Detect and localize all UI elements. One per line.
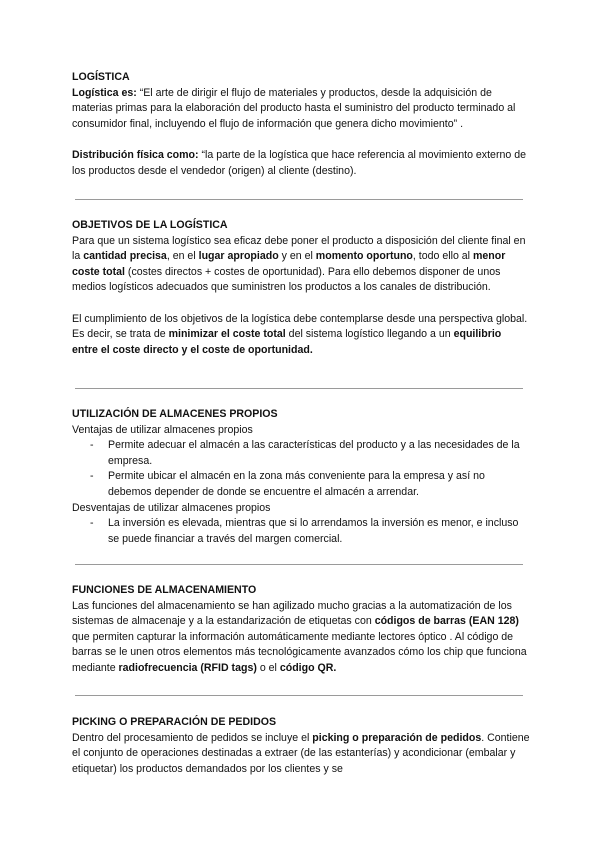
distribucion-label: Distribución física como:: [72, 148, 199, 161]
section-picking: [72, 715, 530, 777]
section-divider: [75, 388, 523, 389]
definition-label: Logística es:: [72, 86, 137, 99]
text-run: Para que un sistema logístico sea eficaz debe poner el producto a disposición del cliente final en la: [72, 234, 526, 263]
desventajas-intro: Desventajas de utilizar almacenes propios: [72, 501, 271, 514]
distribucion-text: “la parte de la logística que hace referencia al movimiento externo de los productos desde el vendedor (origen) al cliente (destino).: [72, 148, 526, 177]
section-divider: [75, 199, 523, 200]
section-heading: PICKING O PREPARACIÓN DE PEDIDOS: [72, 716, 277, 728]
text-run: del sistema logístico llegando a un: [285, 328, 454, 341]
section-heading: UTILIZACIÓN DE ALMACENES PROPIOS: [72, 408, 278, 420]
text-run: (costes directos + costes de oportunidad). Para ello debemos disponer de unos medios logísticos adecuados que suministren los productos a los canales de distribución.: [72, 265, 501, 294]
list-item: - La inversión es elevada, mientras que si lo arrendamos la inversión es menor, e incluso se puede financiar a través del margen comercial.: [108, 516, 530, 547]
section-funciones: [72, 583, 530, 677]
emphasis-picking: picking o preparación de pedidos: [312, 731, 482, 744]
section-heading: LOGÍSTICA: [72, 71, 130, 83]
emphasis-coste: menor coste total: [72, 250, 506, 278]
objetivos-paragraph-2: [72, 312, 530, 359]
logistica-definition: [72, 86, 530, 133]
section-heading: OBJETIVOS DE LA LOGÍSTICA: [72, 219, 228, 231]
text-run: El cumplimiento de los objetivos de la logística debe contemplarse desde una perspectiva global. Es decir, se trata de: [72, 312, 528, 341]
emphasis-minimizar: minimizar el coste total: [168, 328, 286, 341]
emphasis-qr: código QR.: [279, 661, 337, 674]
section-divider: [75, 695, 523, 696]
distribucion-definition: [72, 148, 530, 179]
funciones-paragraph: [72, 599, 530, 677]
list-item: - Permite adecuar el almacén a las características del producto y a las necesidades de la empresa.: [108, 438, 530, 469]
text-run: o el: [256, 661, 280, 674]
list-item: - Permite ubicar el almacén en la zona más conveniente para la empresa y así no debemos depender de donde se encuentre el almacén a arrendar.: [108, 469, 530, 500]
section-logistica: [72, 70, 530, 179]
objetivos-paragraph-1: [72, 234, 530, 296]
emphasis-momento: momento oportuno: [315, 250, 413, 263]
section-almacenes: [72, 407, 530, 547]
section-heading: FUNCIONES DE ALMACENAMIENTO: [72, 584, 257, 596]
emphasis-codigos: códigos de barras (EAN 128): [374, 615, 519, 628]
emphasis-cantidad: cantidad precisa: [83, 250, 167, 263]
text-run: Las funciones del almacenamiento se han agilizado mucho gracias a la automatización de los sistemas de almacenaje y a la estandarización de etiquetas con: [72, 599, 512, 628]
section-objetivos: [72, 218, 530, 358]
text-run: , todo ello al: [412, 250, 473, 263]
emphasis-lugar: lugar apropiado: [198, 250, 279, 263]
emphasis-rfid: radiofrecuencia (RFID tags): [118, 661, 257, 674]
text-run: . Contiene el conjunto de operaciones destinadas a extraer (de las estanterías) y acondicionar (embalar y etiquetar) los productos demandados por los clientes y se: [72, 731, 530, 775]
emphasis-equilibrio: equilibrio entre el coste directo y el coste de oportunidad.: [72, 328, 502, 356]
ventajas-list: [72, 438, 530, 500]
text-run: , en el: [166, 250, 199, 263]
definition-text: “El arte de dirigir el flujo de materiales y productos, desde la adquisición de materias primas para la elaboración del producto hasta el suministro del producto terminado al consumidor final, incluyendo el flujo de información que genera dicho movimiento” .: [72, 86, 516, 130]
picking-paragraph: [72, 731, 530, 778]
text-run: que permiten capturar la información automáticamente mediante lectores óptico . Al código de barras se le unen otros elementos más tecnológicamente avanzados cómo los chip que funciona mediante: [72, 630, 527, 674]
section-divider: [75, 564, 523, 565]
ventajas-intro: Ventajas de utilizar almacenes propios: [72, 423, 253, 436]
text-run: Dentro del procesamiento de pedidos se incluye el: [72, 731, 313, 744]
text-run: y en el: [278, 250, 316, 263]
desventajas-list: [72, 516, 530, 547]
